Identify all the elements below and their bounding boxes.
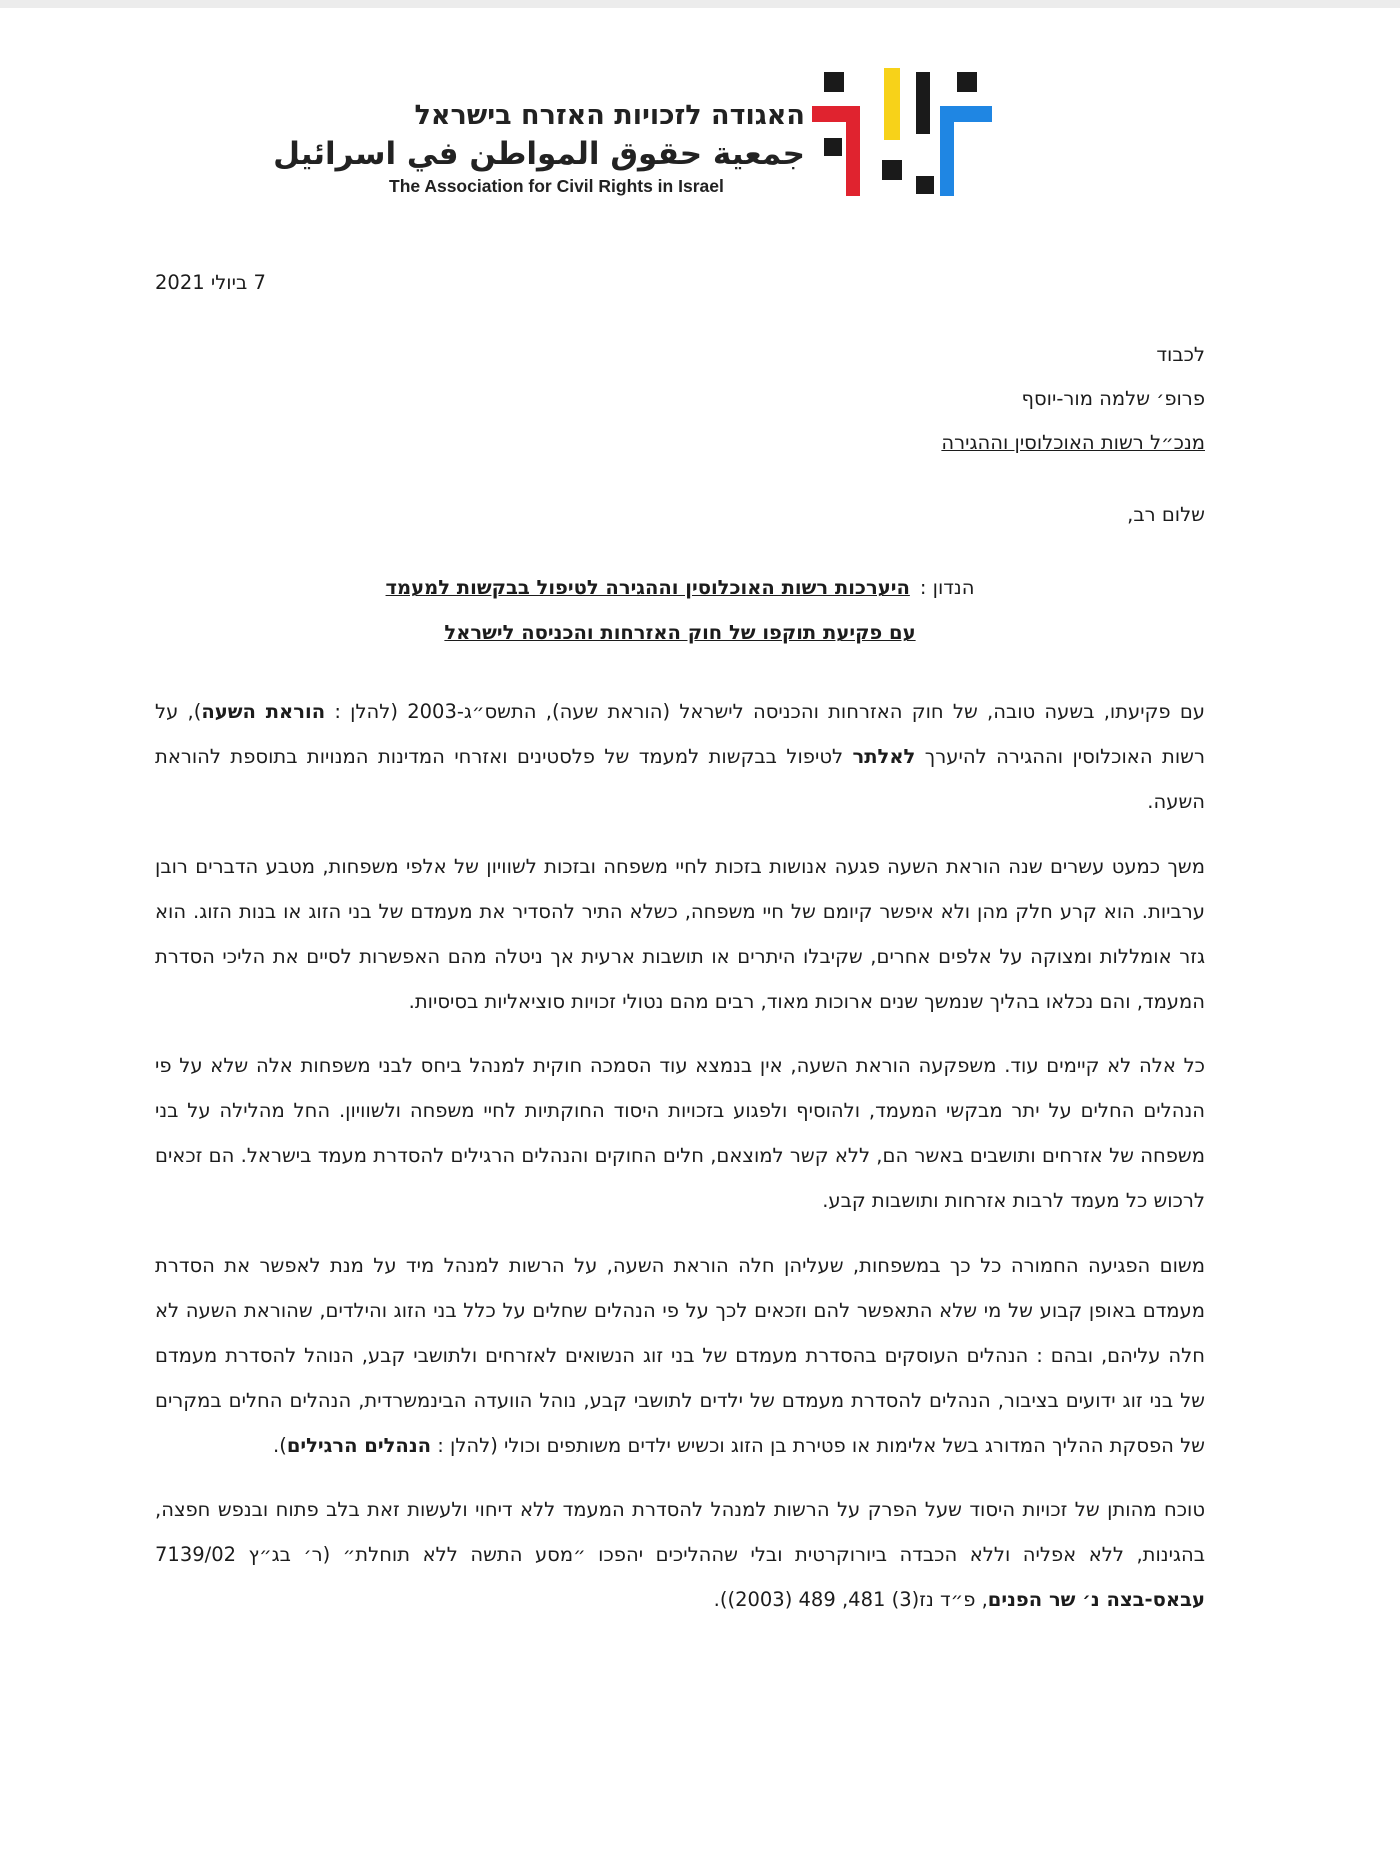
logo-black-square — [882, 160, 902, 180]
paragraph-2: משך כמעט עשרים שנה הוראת השעה פגעה אנושות בזכות לחיי משפחה ובזכות לשוויון של אלפי משפחות, מטבע הדברים רובן ערביות. הוא קרע חלק מהן ולא איפשר קיומם של חיי משפחה, כשלא התיר להסדיר את מעמדם של בני הזוג או בנות הזוג. הוא גזר אומללות ומצוקה על אלפים אחרים, שקיבלו היתרים או תושבות ארעית אך ניטלה מהם האפשרות לסיים את הליכי הסדרת המעמד, והם נכלאו בהליך שנמשך שנים ארוכות מאוד, רבים מהם נטולי זכויות סוציאליות בסיסיות. — [155, 854, 1205, 1013]
subject-block — [155, 565, 1205, 655]
logo-black-square — [824, 72, 844, 92]
logo-blue-stem — [940, 106, 954, 196]
subject-label: הנדון : — [919, 576, 975, 599]
letter-body — [155, 263, 1205, 1642]
subject-line-2: עם פקיעת תוקפו של חוק האזרחות והכניסה לישראל — [444, 621, 916, 644]
letterhead — [0, 63, 1400, 213]
paragraph-text: עם פקיעתו, בשעה טובה, של חוק האזרחות והכניסה לישראל (הוראת שעה), התשס״ג-2003 (להלן : — [325, 700, 1205, 723]
org-name-english: The Association for Civil Rights in Israel — [389, 176, 724, 196]
logo-black-square — [916, 176, 934, 194]
paragraph-text: טוכח מהותן של זכויות היסוד שעל הפרק על הרשות למנהל להסדרת המעמד ללא דיחוי ולעשות זאת בלב פתוח ובנפש חפצה, בהגינות, ללא אפליה וללא הכבדה ביורוקרטית ובלי שההליכים יהפכו ״מסע התשה ללא תוחלת״ (ר׳ בג״ץ 7139/02 — [155, 1498, 1205, 1566]
paragraph-5 — [155, 1487, 1205, 1622]
logo-black-square — [957, 72, 977, 92]
paragraph-text: ). — [273, 1433, 287, 1457]
paragraph-3: כל אלה לא קיימים עוד. משפקעה הוראת השעה, אין בנמצא עוד הסמכה חוקית למנהל ביחס לבני משפחות אלה שלא על פי הנהלים החלים על יתר מבקשי המעמד, ולהוסיף ולפגוע בזכויות היסוד החוקתיות לחיי משפחה ולשוויון. החל מהלילה על בני משפחה של אזרחים ותושבים באשר הם, ללא קשר למוצאם, חלים החוקים והנהלים הרגילים להסדרת מעמד בישראל. הם זכאים לרכוש כל מעמד לרבות אזרחות ותושבות קבע. — [155, 1054, 1205, 1212]
acri-logo — [812, 68, 992, 198]
case-name: עבאס-בצה נ׳ שר הפנים — [987, 1588, 1205, 1611]
org-names — [273, 98, 805, 198]
emphasis-term: לאלתר — [852, 745, 916, 768]
recipient-block — [155, 333, 1205, 465]
recipient-title: מנכ״ל רשות האוכלוסין וההגירה — [941, 431, 1205, 454]
logo-black-stem — [916, 72, 930, 134]
letter-date: 7 ביולי 2021 — [155, 271, 266, 294]
subject-line-1: היערכות רשות האוכלוסין וההגירה לטיפול בבקשות למעמד — [385, 576, 910, 599]
org-name-hebrew: האגודה לזכויות האזרח בישראל — [414, 100, 805, 131]
recipient-name: פרופ׳ שלמה מור-יוסף — [1021, 387, 1205, 410]
logo-yellow-bar — [884, 68, 900, 140]
org-name-arabic: جمعية حقوق المواطن في اسرائيل — [273, 136, 805, 172]
paragraph-4 — [155, 1243, 1205, 1468]
paragraph-1 — [155, 689, 1205, 824]
recipient-salutation: לכבוד — [1156, 343, 1205, 366]
paragraph-text: לטיפול בבקשות למעמד של פלסטינים ואזרחי המדינות המנויות בתוספת להוראת השעה. — [155, 745, 1205, 813]
greeting: שלום רב, — [1127, 503, 1205, 526]
paragraph-text: ), על רשות האוכלוסין וההגירה להיערך — [155, 700, 1205, 768]
defined-term: הוראת השעה — [201, 700, 326, 723]
paragraph-text: משום הפגיעה החמורה כל כך במשפחות, שעליהן חלה הוראת השעה, על הרשות למנהל מיד על מנת לאפשר את הסדרת מעמדם באופן קבוע של מי שלא התאפשר להם וזכאים לכך על פי הנהלים שחלים על כלל בני הזוג והילדים, שהוראת השעה לא חלה עליהם, ובהם : הנהלים העוסקים בהסדרת מעמדם של בני זוג הנשואים לאזרחים ולתושבי קבע, הנוהל להסדרת מעמדם של בני זוג ידועים בציבור, הנהלים להסדרת מעמדם של ילדים לתושבי קבע, נוהל הוועדה הבינמשרדית, הנהלים החלים במקרים של הפסקת ההליך המדורג בשל אלימות או פטירת בן הזוג וכשיש ילדים משותפים וכולי (להלן : — [155, 1253, 1205, 1457]
logo-black-square — [824, 138, 842, 156]
paragraph-text: , פ״ד נז(3) 481, 489 (2003)). — [713, 1588, 988, 1611]
defined-term: הנהלים הרגילים — [286, 1433, 432, 1457]
logo-red-stem — [846, 106, 860, 196]
